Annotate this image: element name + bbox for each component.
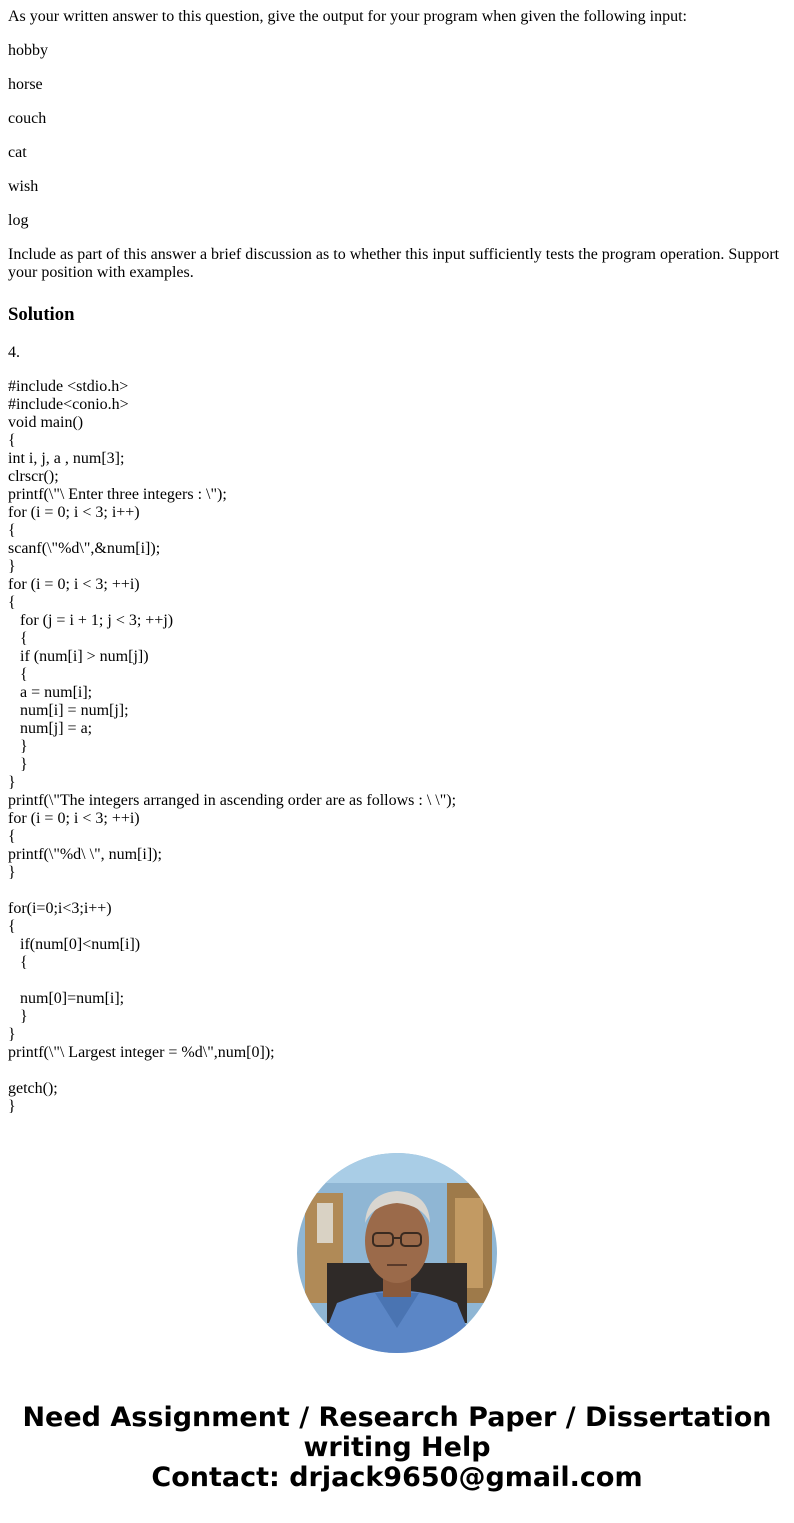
code-line: printf(\"\ Largest integer = %d\",num[0]);	[8, 1044, 275, 1061]
code-line: {	[8, 594, 16, 611]
code-block	[8, 378, 786, 1116]
code-line: num[i] = num[j];	[8, 702, 129, 719]
code-line: {	[8, 666, 28, 683]
code-line: }	[8, 864, 16, 881]
code-line: }	[8, 1026, 16, 1043]
code-line: #include <stdio.h>	[8, 378, 129, 395]
code-line: }	[8, 1008, 28, 1025]
code-line: num[0]=num[i];	[8, 990, 125, 1007]
help-banner	[0, 1403, 794, 1493]
code-line: {	[8, 954, 28, 971]
code-line: a = num[i];	[8, 684, 93, 701]
code-line	[8, 1062, 786, 1080]
person-portrait-icon	[297, 1153, 497, 1353]
code-line: for (i = 0; i < 3; ++i)	[8, 810, 140, 827]
code-line: }	[8, 1098, 16, 1115]
input-item: cat	[8, 144, 27, 161]
code-line: {	[8, 522, 16, 539]
code-line: int i, j, a , num[3];	[8, 450, 125, 467]
input-item: wish	[8, 178, 39, 195]
avatar	[297, 1153, 497, 1353]
code-line: printf(\"The integers arranged in ascending order are as follows : \ \");	[8, 792, 457, 809]
code-line: }	[8, 774, 16, 791]
code-line	[8, 972, 786, 990]
code-line: #include<conio.h>	[8, 396, 129, 413]
code-line: for (i = 0; i < 3; ++i)	[8, 576, 140, 593]
code-line: {	[8, 918, 16, 935]
code-line: getch();	[8, 1080, 58, 1097]
code-line	[8, 882, 786, 900]
code-line: for(i=0;i<3;i++)	[8, 900, 112, 917]
code-line: if (num[i] > num[j])	[8, 648, 149, 665]
banner-line-2: writing Help	[303, 1432, 491, 1463]
code-line: scanf(\"%d\",&num[i]);	[8, 540, 161, 557]
code-line: {	[8, 828, 16, 845]
banner-contact: Contact: drjack9650@gmail.com	[151, 1462, 643, 1493]
input-item: hobby	[8, 42, 48, 59]
banner-line-1: Need Assignment / Research Paper / Dissertation	[22, 1402, 772, 1433]
code-line: clrscr();	[8, 468, 59, 485]
question-intro: As your written answer to this question, give the output for your program when given the following input:	[8, 8, 687, 25]
code-line: {	[8, 432, 16, 449]
code-line: }	[8, 558, 16, 575]
code-line: {	[8, 630, 28, 647]
code-line: if(num[0]<num[i])	[8, 936, 141, 953]
code-line: void main()	[8, 414, 84, 431]
code-line: for (i = 0; i < 3; i++)	[8, 504, 140, 521]
code-line: printf(\"\ Enter three integers : \");	[8, 486, 227, 503]
code-line: for (j = i + 1; j < 3; ++j)	[8, 612, 174, 629]
solution-heading: Solution	[8, 304, 75, 325]
input-item: horse	[8, 76, 43, 93]
solution-number: 4.	[8, 344, 20, 361]
code-line: }	[8, 738, 28, 755]
code-line: printf(\"%d\ \", num[i]);	[8, 846, 162, 863]
question-discussion: Include as part of this answer a brief discussion as to whether this input sufficiently tests the program operation. Support your position with examples.	[8, 246, 780, 281]
code-line: }	[8, 756, 28, 773]
input-item: couch	[8, 110, 47, 127]
input-item: log	[8, 212, 29, 229]
code-line: num[j] = a;	[8, 720, 93, 737]
